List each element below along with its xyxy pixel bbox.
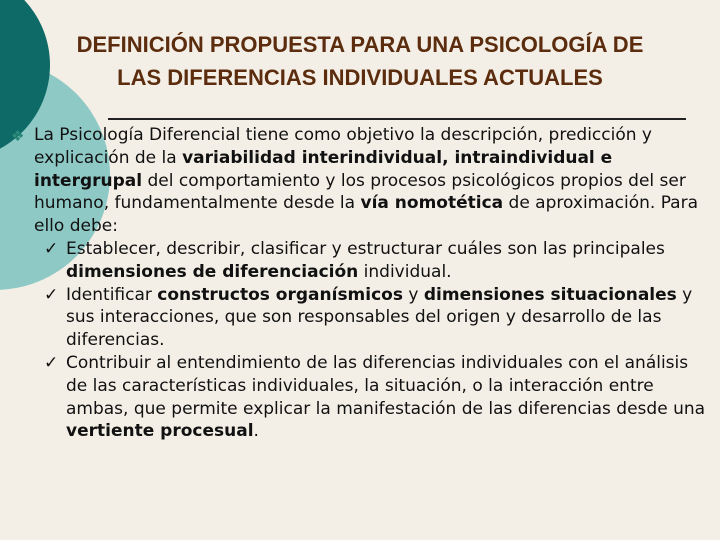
objectives-list	[8, 238, 714, 443]
diamond-bullet-icon: ❖	[11, 127, 25, 145]
list-item: ✓ Contribuir al entendimiento de las diferencias individuales con el análisis de las características individuales, la situación, o la interacción entre ambas, que permite explicar la manifestación de las diferencias desde una vertiente procesual.	[44, 352, 706, 442]
title-line-2: LAS DIFERENCIAS INDIVIDUALES ACTUALES	[117, 65, 603, 90]
slide-title	[0, 28, 720, 94]
checkmark-icon: ✓	[44, 284, 59, 305]
list-item: ✓ Establecer, describir, clasificar y estructurar cuáles son las principales dimensiones de diferenciación individual.	[44, 238, 665, 282]
slide-body	[8, 124, 714, 443]
checkmark-icon: ✓	[44, 352, 59, 373]
main-paragraph: ❖ La Psicología Diferencial tiene como objetivo la descripción, predicción y explicación de la variabilidad interindividual, intraindividual e intergrupal del comportamiento y los procesos psicológicos propios del ser humano, fundamentalmente desde la vía nomotética de aproximación. Para ello debe:	[11, 125, 699, 237]
list-item: ✓ Identificar constructos organísmicos y dimensiones situacionales y sus interacciones, que son responsables del origen y desarrollo de las diferencias.	[44, 284, 693, 351]
title-line-1: DEFINICIÓN PROPUESTA PARA UNA PSICOLOGÍA DE	[76, 32, 644, 57]
title-divider	[108, 118, 686, 120]
checkmark-icon: ✓	[44, 238, 59, 259]
